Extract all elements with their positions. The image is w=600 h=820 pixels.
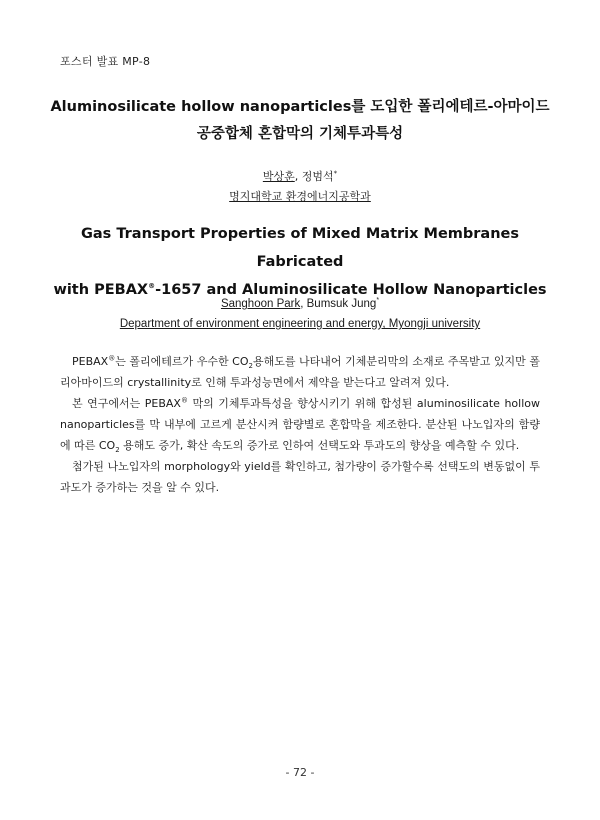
corresponding-author-mark: * <box>333 169 338 178</box>
english-title-line-1: Gas Transport Properties of Mixed Matrix Membranes Fabricated <box>80 226 520 270</box>
p2-subscript: 2 <box>115 446 120 455</box>
english-author-line <box>0 294 600 314</box>
abstract-body <box>60 351 540 498</box>
english-title-line-2-end: -1657 and Aluminosilicate Hollow Nanoparticles <box>155 282 547 298</box>
english-corresponding-mark: * <box>376 297 380 305</box>
korean-title <box>40 94 560 148</box>
english-title <box>40 220 560 304</box>
korean-title-line-2: 공중합체 혼합막의 기체투과특성 <box>196 126 404 142</box>
english-author-2: Bumsuk Jung <box>306 298 377 310</box>
korean-author-separator: , <box>294 170 302 183</box>
page-number: - 72 - <box>285 766 315 779</box>
english-authors-block <box>0 294 600 334</box>
abstract-paragraph-3: 첨가된 나노입자의 morphology와 yield를 확인하고, 첨가량이 증가할수록 선택도의 변동없이 투과도가 증가하는 것을 알 수 있다. <box>60 460 540 494</box>
p2-text-c: 용해도 증가, 확산 속도의 증가로 인하여 선택도와 투과도의 향상을 예측할 수 있다. <box>119 439 520 452</box>
abstract-paragraph-1 <box>60 351 540 393</box>
korean-title-line-1: Aluminosilicate hollow nanoparticles를 도입한 폴리에테르-아마이드 <box>50 99 550 115</box>
p1-text-c: 용해도를 나타내어 기체분리막의 소재로 주목받고 있지만 폴리아마이드의 crystallinity로 인해 투과성능면에서 제약을 받는다고 알려져 있다. <box>60 355 540 389</box>
p1-subscript: 2 <box>248 362 253 371</box>
english-author-separator: , <box>300 298 307 310</box>
korean-author-1: 박상훈 <box>262 170 295 183</box>
p2-registered-mark: ® <box>180 396 188 405</box>
english-title-line-2-start: with PEBAX <box>53 282 149 298</box>
english-author-1: Sanghoon Park <box>220 298 301 310</box>
korean-author-line <box>0 167 600 187</box>
abstract-paragraph-2 <box>60 393 540 456</box>
korean-affiliation: 명지대학교 환경에너지공학과 <box>229 190 371 203</box>
english-affiliation: Department of environment engineering and energy, Myongji university <box>119 318 481 330</box>
korean-authors-block <box>0 167 600 207</box>
session-label: 포스터 발표 MP-8 <box>60 55 151 68</box>
p1-text-a: PEBAX <box>72 355 109 368</box>
p2-text-b: 막의 기체투과특성을 향상시키기 위해 합성된 aluminosilicate hollow nanoparticles를 막 내부에 고르게 분산시켜 함량별로 혼합막을 제조한다. 분산된 나노입자의 함량에 따른 CO <box>60 397 540 452</box>
korean-author-2: 정범석 <box>301 170 334 183</box>
p2-text-a: 본 연구에서는 PEBAX <box>72 397 181 410</box>
p1-text-b: 는 폴리에테르가 우수한 CO <box>115 355 249 368</box>
registered-mark: ® <box>148 282 156 291</box>
p1-registered-mark: ® <box>108 354 116 363</box>
